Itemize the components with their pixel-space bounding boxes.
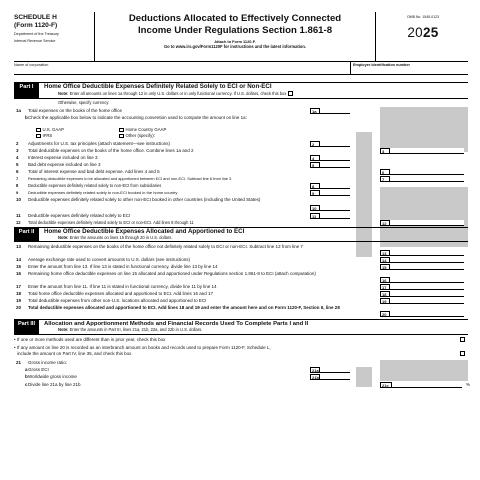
line-num: 14 — [16, 257, 22, 262]
label: Home Country GAAP — [125, 127, 167, 132]
box-label: 13 — [380, 250, 390, 256]
line-num: 6 — [16, 169, 19, 174]
box-label: 18 — [380, 291, 390, 297]
line-text: Enter the amount from line 13. If line 13 is stated in functional currency, divide line 13 by line 14 — [28, 264, 218, 269]
box-label: 5 — [310, 162, 320, 168]
form-header — [14, 12, 468, 62]
line-text: Average exchange rate used to convert amounts to U.S. dollars (see instructions) — [28, 257, 191, 262]
line-8 — [14, 183, 468, 189]
line-text: Total deductible expenses allocated and apportioned to ECI. Add lines 18 and 19 and enter the amount here and on Form 1120-F, Section II, line 28 — [28, 305, 340, 310]
line-num: 9 — [16, 190, 19, 195]
omb-number: OMB No. 1545-0123 — [406, 15, 440, 19]
form-title-line1: Deductions Allocated to Effectively Connected — [128, 13, 342, 24]
line-11 — [14, 213, 468, 219]
interbranch-row — [14, 345, 468, 357]
line-9 — [14, 190, 468, 196]
amount-field-13[interactable] — [390, 250, 464, 256]
line-text: Total of interest expense and bad debt expense. Add lines 4 and 5 — [28, 169, 160, 174]
line-2 — [14, 141, 468, 147]
tax-year — [378, 25, 468, 40]
convention-usgaap[interactable] — [36, 127, 64, 132]
line-5 — [14, 162, 468, 168]
year-suffix: 25 — [423, 25, 439, 40]
amount-field-21b[interactable] — [320, 374, 350, 380]
line-num: 3 — [16, 148, 19, 153]
part1-title: Home Office Deductible Expenses Definitely Related Solely to ECI or Non-ECI — [44, 83, 272, 90]
line-text: Enter the amount from line 11. If line 11 is stated in functional currency, divide line 11 by line 14 — [28, 284, 217, 289]
line-text: Total expenses on the books of the home office — [28, 108, 122, 113]
year-prefix: 20 — [407, 25, 423, 40]
line-text: Divide line 21a by line 21b — [28, 382, 81, 387]
label: IFRS — [42, 133, 53, 138]
amount-field-3[interactable] — [390, 148, 464, 154]
line-12 — [14, 220, 468, 226]
part1-note: Note: Enter all amounts on lines 1a through 12 in only U.S. dollars or in only functional currency. If U.S. dollars, check this box — [58, 91, 293, 96]
line-21 — [14, 360, 468, 366]
part2-header — [14, 227, 468, 242]
amount-field-4[interactable] — [320, 155, 350, 161]
amount-field-1a[interactable] — [320, 108, 350, 114]
line-1b — [14, 115, 468, 126]
line-4 — [14, 155, 468, 161]
amount-field-2[interactable] — [320, 141, 350, 147]
line-16 — [14, 271, 468, 283]
line-text: Gross income ratio: — [28, 360, 68, 365]
label: Other (specify): — [125, 133, 155, 138]
line-text: Total deductible expenses on the books of the home office. Combine lines 1a and 2 — [28, 148, 194, 153]
amount-field-21a[interactable] — [320, 367, 350, 373]
line-20 — [14, 305, 468, 317]
method-change-text: • If one or more methods used are different than in prior year, check this box — [14, 337, 166, 342]
line-text: Total home office deductible expenses allocated and apportioned to ECI. Add lines 16 and 17 — [28, 291, 214, 296]
form-title-line2: Income Under Regulations Section 1.861-8 — [137, 25, 333, 37]
amount-field-9[interactable] — [320, 190, 350, 196]
line-13 — [14, 244, 468, 256]
box-label: 6 — [380, 169, 390, 175]
name-ein-row — [14, 62, 468, 75]
schedule-id-block — [14, 14, 92, 44]
line-num: 4 — [16, 155, 19, 160]
convention-home[interactable] — [119, 127, 166, 132]
box-label: 9 — [310, 190, 320, 196]
box-label: 11 — [310, 213, 320, 219]
corporation-name-label[interactable]: Name of corporation — [14, 63, 49, 67]
omb-year-block — [378, 12, 468, 40]
amount-field-17[interactable] — [390, 284, 464, 290]
line-text: Total deductible expenses definitely related solely to ECI or non-ECI. Add lines 8 through 11 — [28, 220, 194, 225]
line-text: Adjustments for U.S. tax principles (attach statement—see instructions) — [28, 141, 171, 146]
line-num: 16 — [16, 271, 22, 276]
usd-checkbox[interactable] — [288, 91, 293, 96]
line-text: Check the applicable box below to indicate the accounting convention used to compute the amount on line 1a: — [28, 115, 247, 120]
line-21b — [14, 374, 468, 380]
checkbox[interactable] — [119, 134, 124, 139]
line-21a — [14, 367, 468, 373]
line-num: 10 — [16, 197, 22, 202]
amount-field-15[interactable] — [390, 264, 464, 270]
part1-header — [14, 82, 468, 99]
goto-instruction: Go to www.irs.gov/Form1120F for instructions and the latest information. — [163, 43, 306, 49]
line-6 — [14, 169, 468, 175]
box-label: 19 — [380, 298, 390, 304]
line-text: Remaining home office deductible expenses on line 15 allocated and apportioned under Regulations section 1.861-8 to ECI (attach computation) — [28, 271, 316, 276]
amount-field-5[interactable] — [320, 162, 350, 168]
schedule-title: SCHEDULE H — [14, 14, 57, 21]
line-10 — [14, 197, 468, 211]
box-label: 14 — [380, 257, 390, 263]
line-num: 20 — [16, 305, 22, 310]
line-num: c — [25, 382, 28, 387]
form-page — [14, 12, 471, 478]
line-19 — [14, 298, 468, 304]
part3-header — [14, 319, 468, 335]
box-label: 10 — [310, 205, 320, 211]
form-number: (Form 1120-F) — [14, 21, 58, 29]
line-text: Remaining deductible expenses to be allocated and apportioned between ECI and non-ECI. Subtract line 6 from line 3 — [28, 176, 232, 181]
line-num: b — [25, 374, 28, 379]
convention-ifrs[interactable] — [36, 133, 52, 138]
line-num: 17 — [16, 284, 22, 289]
line-text: Deductible expenses definitely related solely to other non-ECI booked in other countries (including the United States) — [28, 197, 261, 202]
box-label: 1a — [310, 108, 320, 114]
line-text: Deductible expenses definitely related solely to non-ECI booked in the home country — [28, 190, 178, 195]
attach-instruction: Attach to Form 1120-F. — [214, 38, 256, 44]
line-num: 7 — [16, 176, 19, 181]
box-label: 17 — [380, 284, 390, 290]
line-num: 8 — [16, 183, 19, 188]
interbranch-checkbox[interactable] — [460, 351, 465, 356]
box-label: 8 — [310, 183, 320, 189]
department-label: Department of the Treasury — [14, 32, 59, 37]
line-num: 5 — [16, 162, 19, 167]
line-14 — [14, 257, 468, 263]
line-3 — [14, 148, 468, 154]
line-15 — [14, 264, 468, 270]
checkbox[interactable] — [119, 128, 124, 133]
line-text: Interest expense included on line 3 — [28, 155, 98, 160]
part3-label: Part III — [14, 320, 39, 334]
part3-title: Allocation and Apportionment Methods and Financial Records Used To Complete Parts I and II — [44, 321, 309, 327]
line-num: 11 — [16, 213, 21, 218]
amount-field-16[interactable] — [390, 277, 464, 283]
box-label: 4 — [310, 155, 320, 161]
interbranch-text-2: include the amount on Part IV, line 35, and check this box — [17, 351, 132, 356]
amount-field-6[interactable] — [390, 169, 464, 175]
line-num: 21 — [16, 360, 22, 365]
convention-other[interactable] — [119, 133, 155, 138]
form-title-block — [94, 12, 376, 61]
method-change-checkbox[interactable] — [460, 337, 465, 342]
box-label: 2 — [310, 141, 320, 147]
amount-field-18[interactable] — [390, 291, 464, 297]
amount-field-21c[interactable] — [392, 382, 462, 388]
line-1a — [14, 108, 468, 114]
box-label: 21a — [312, 368, 319, 373]
method-change-row — [14, 337, 468, 343]
line-num: 19 — [16, 298, 22, 303]
box-label: 12 — [380, 220, 390, 226]
line-num: a — [25, 367, 28, 372]
irs-label: Internal Revenue Service — [14, 39, 56, 44]
line-text: Bad debt expense included on line 3 — [28, 162, 101, 167]
amount-field-8[interactable] — [320, 183, 350, 189]
line-text: Gross ECI — [28, 367, 49, 372]
checkbox[interactable] — [36, 128, 41, 133]
box-label: 7 — [380, 176, 390, 182]
part1-label: Part I — [14, 83, 39, 98]
box-label: 21b — [312, 375, 319, 380]
box-label: 3 — [380, 148, 390, 154]
label: U.S. GAAP — [42, 127, 64, 132]
checkbox[interactable] — [36, 134, 41, 139]
currency-specify[interactable]: Otherwise, specify currency: — [58, 100, 110, 105]
amount-field-12[interactable] — [390, 220, 464, 226]
ein-label[interactable]: Employer identification number — [350, 62, 410, 75]
amount-field-11[interactable] — [320, 213, 350, 219]
line-text: Total deductible expenses from other non-U.S. locations allocated and apportioned to ECI — [28, 298, 207, 303]
box-label: 16 — [380, 277, 390, 283]
line-18 — [14, 291, 468, 297]
interbranch-text-1: • If any amount on line 20 is recorded as an interbranch amount on books and records used to prepare Form 1120-F, Schedule L, — [14, 345, 271, 350]
line-num: 15 — [16, 264, 22, 269]
part3-note: Note: Enter the amounts in Part III, lines 21a, 21b, 22a, and 22b in U.S. dollars. — [58, 327, 203, 332]
amount-field-14[interactable] — [390, 257, 464, 263]
line-7 — [14, 176, 468, 182]
box-label: 20 — [380, 311, 390, 317]
part2-label: Part II — [14, 228, 39, 241]
line-21c — [14, 382, 471, 388]
line-num: 13 — [16, 244, 22, 249]
line-num: 2 — [16, 141, 19, 146]
box-label: 15 — [380, 264, 390, 270]
line-text: Deductible expenses definitely related solely to non-ECI from subsidiaries — [28, 183, 162, 188]
amount-field-19[interactable] — [390, 298, 464, 304]
part2-note: Note: Enter the amounts on lines 15 through 20 in U.S. dollars. — [58, 235, 173, 240]
percent-sign: % — [466, 382, 471, 387]
line-17 — [14, 284, 468, 290]
amount-field-10[interactable] — [320, 205, 350, 211]
line-text: Worldwide gross income — [28, 374, 77, 379]
line-num: 1a — [16, 108, 22, 113]
line-num: 12 — [16, 220, 21, 225]
line-num: b — [25, 115, 28, 120]
amount-field-20[interactable] — [390, 311, 464, 317]
line-text: Deductible expenses definitely related solely to ECI — [28, 213, 131, 218]
part2-title: Home Office Deductible Expenses Allocated and Apportioned to ECI — [44, 228, 245, 235]
amount-field-7[interactable] — [390, 176, 464, 182]
line-text: Remaining deductible expenses on the books of the home office not definitely related solely to ECI or non-ECI. Subtract line 12 from line 7 — [28, 244, 303, 249]
box-label: 21c — [380, 382, 392, 388]
line-num: 18 — [16, 291, 22, 296]
